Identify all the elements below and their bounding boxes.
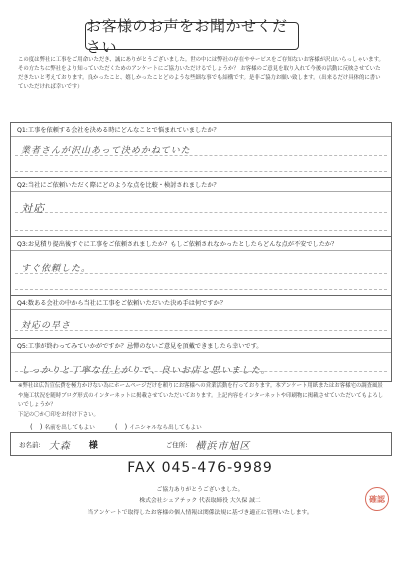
page-title — [85, 17, 299, 56]
option-1-label: 名前を出してもよい — [44, 425, 95, 431]
question-5-text: Q5:工事が終わってみていかがですか？忌憚のないご意見を頂戴できましたら幸いです。 — [11, 339, 391, 353]
notice-text: ※弊社は広告宣伝費を極力かけない為にホームページだけを頼りにお客様への営業活動を行っております。本アンケート用紙またはお客様宅の調査風景や施工状況を随時ブログ形式のインターネットに掲載させていただいております。上記内容をインターネットや印刷物に掲載させていただいてもよろしいでしょうか？ — [18, 383, 384, 408]
name-value: 大森 — [48, 440, 71, 452]
title-text: お客様のお声をお聞かせください — [86, 17, 288, 56]
question-4-text: Q4:数ある会社の中から当社に工事をご依頼いただいた決め手は何ですか？ — [11, 296, 391, 310]
question-3 — [10, 236, 392, 296]
question-1 — [10, 122, 392, 178]
privacy-note: 当アンケートで取得したお客様の個人情報は関係法規に基づき適正に管理いたします。 — [87, 510, 313, 516]
question-2-text: Q2:当社にご依頼いただく際にどのような点を比較・検討されましたか？ — [11, 178, 391, 192]
notice-instruction: 下記の〇か〇印をお付け下さい。 — [18, 411, 99, 418]
notice — [18, 382, 384, 420]
question-3-text: Q3:お見積り提出後すぐに工事をご依頼されましたか？もしご依頼されなかったとしたらどんな点が不安でしたか？ — [11, 237, 391, 251]
consent-option-initial[interactable]: ( ) イニシャルなら出してもよい — [114, 423, 202, 431]
name-suffix: 様 — [88, 440, 98, 451]
question-5 — [10, 338, 392, 382]
stamp-text: 確認 — [369, 494, 385, 504]
question-2 — [10, 177, 392, 237]
consent-options — [30, 422, 202, 432]
address-value: 横浜市旭区 — [195, 440, 251, 452]
company-name: 株式会社シェアテック 代表取締役 大久保 誠二 — [139, 498, 261, 504]
option-2-label: イニシャルなら出してもよい — [129, 425, 202, 431]
intro-text: この度は弊社に工事をご用命いただき、誠にありがとうございました。世の中には弊社の存在やサービスをご存知ないお客様が沢山いらっしゃいます。その方たちに弊社をより知っていただくためのアンケートにご協力いただけるでしょうか？ お客様のご意見を取り入れて今後の活動に反映させていただきたいと考えております。良かったこと、嬉しかったことどのような些細な事でも結構です。是非ご協力お願い致します。（出来るだけ具体的に書いていただければ幸いです） — [18, 57, 384, 90]
answer-2: 対応 — [21, 202, 45, 215]
question-4 — [10, 295, 392, 339]
name-label: お名前: — [19, 440, 41, 449]
answer-3: すぐ依頼した。 — [21, 264, 92, 274]
answer-4: 対応の早さ — [21, 321, 72, 331]
thanks-text: ご協力ありがとうございました。 — [156, 487, 244, 493]
customer-info-row — [10, 432, 392, 456]
confirmation-stamp — [365, 487, 389, 511]
address-label: ご住所: — [165, 440, 188, 449]
fax-number: FAX 045-476-9989 — [127, 460, 273, 476]
question-1-text: Q1:工事を依頼する会社を決める時にどんなことで悩まれていましたか？ — [11, 123, 391, 137]
answer-5: しっかりと丁寧な仕上がりで、良いお店と思いました。 — [21, 366, 271, 376]
consent-option-name[interactable]: ( ) 名前を出してもよい — [30, 423, 95, 431]
answer-1: 業者さんが沢山あって決めかねていた — [21, 146, 191, 156]
